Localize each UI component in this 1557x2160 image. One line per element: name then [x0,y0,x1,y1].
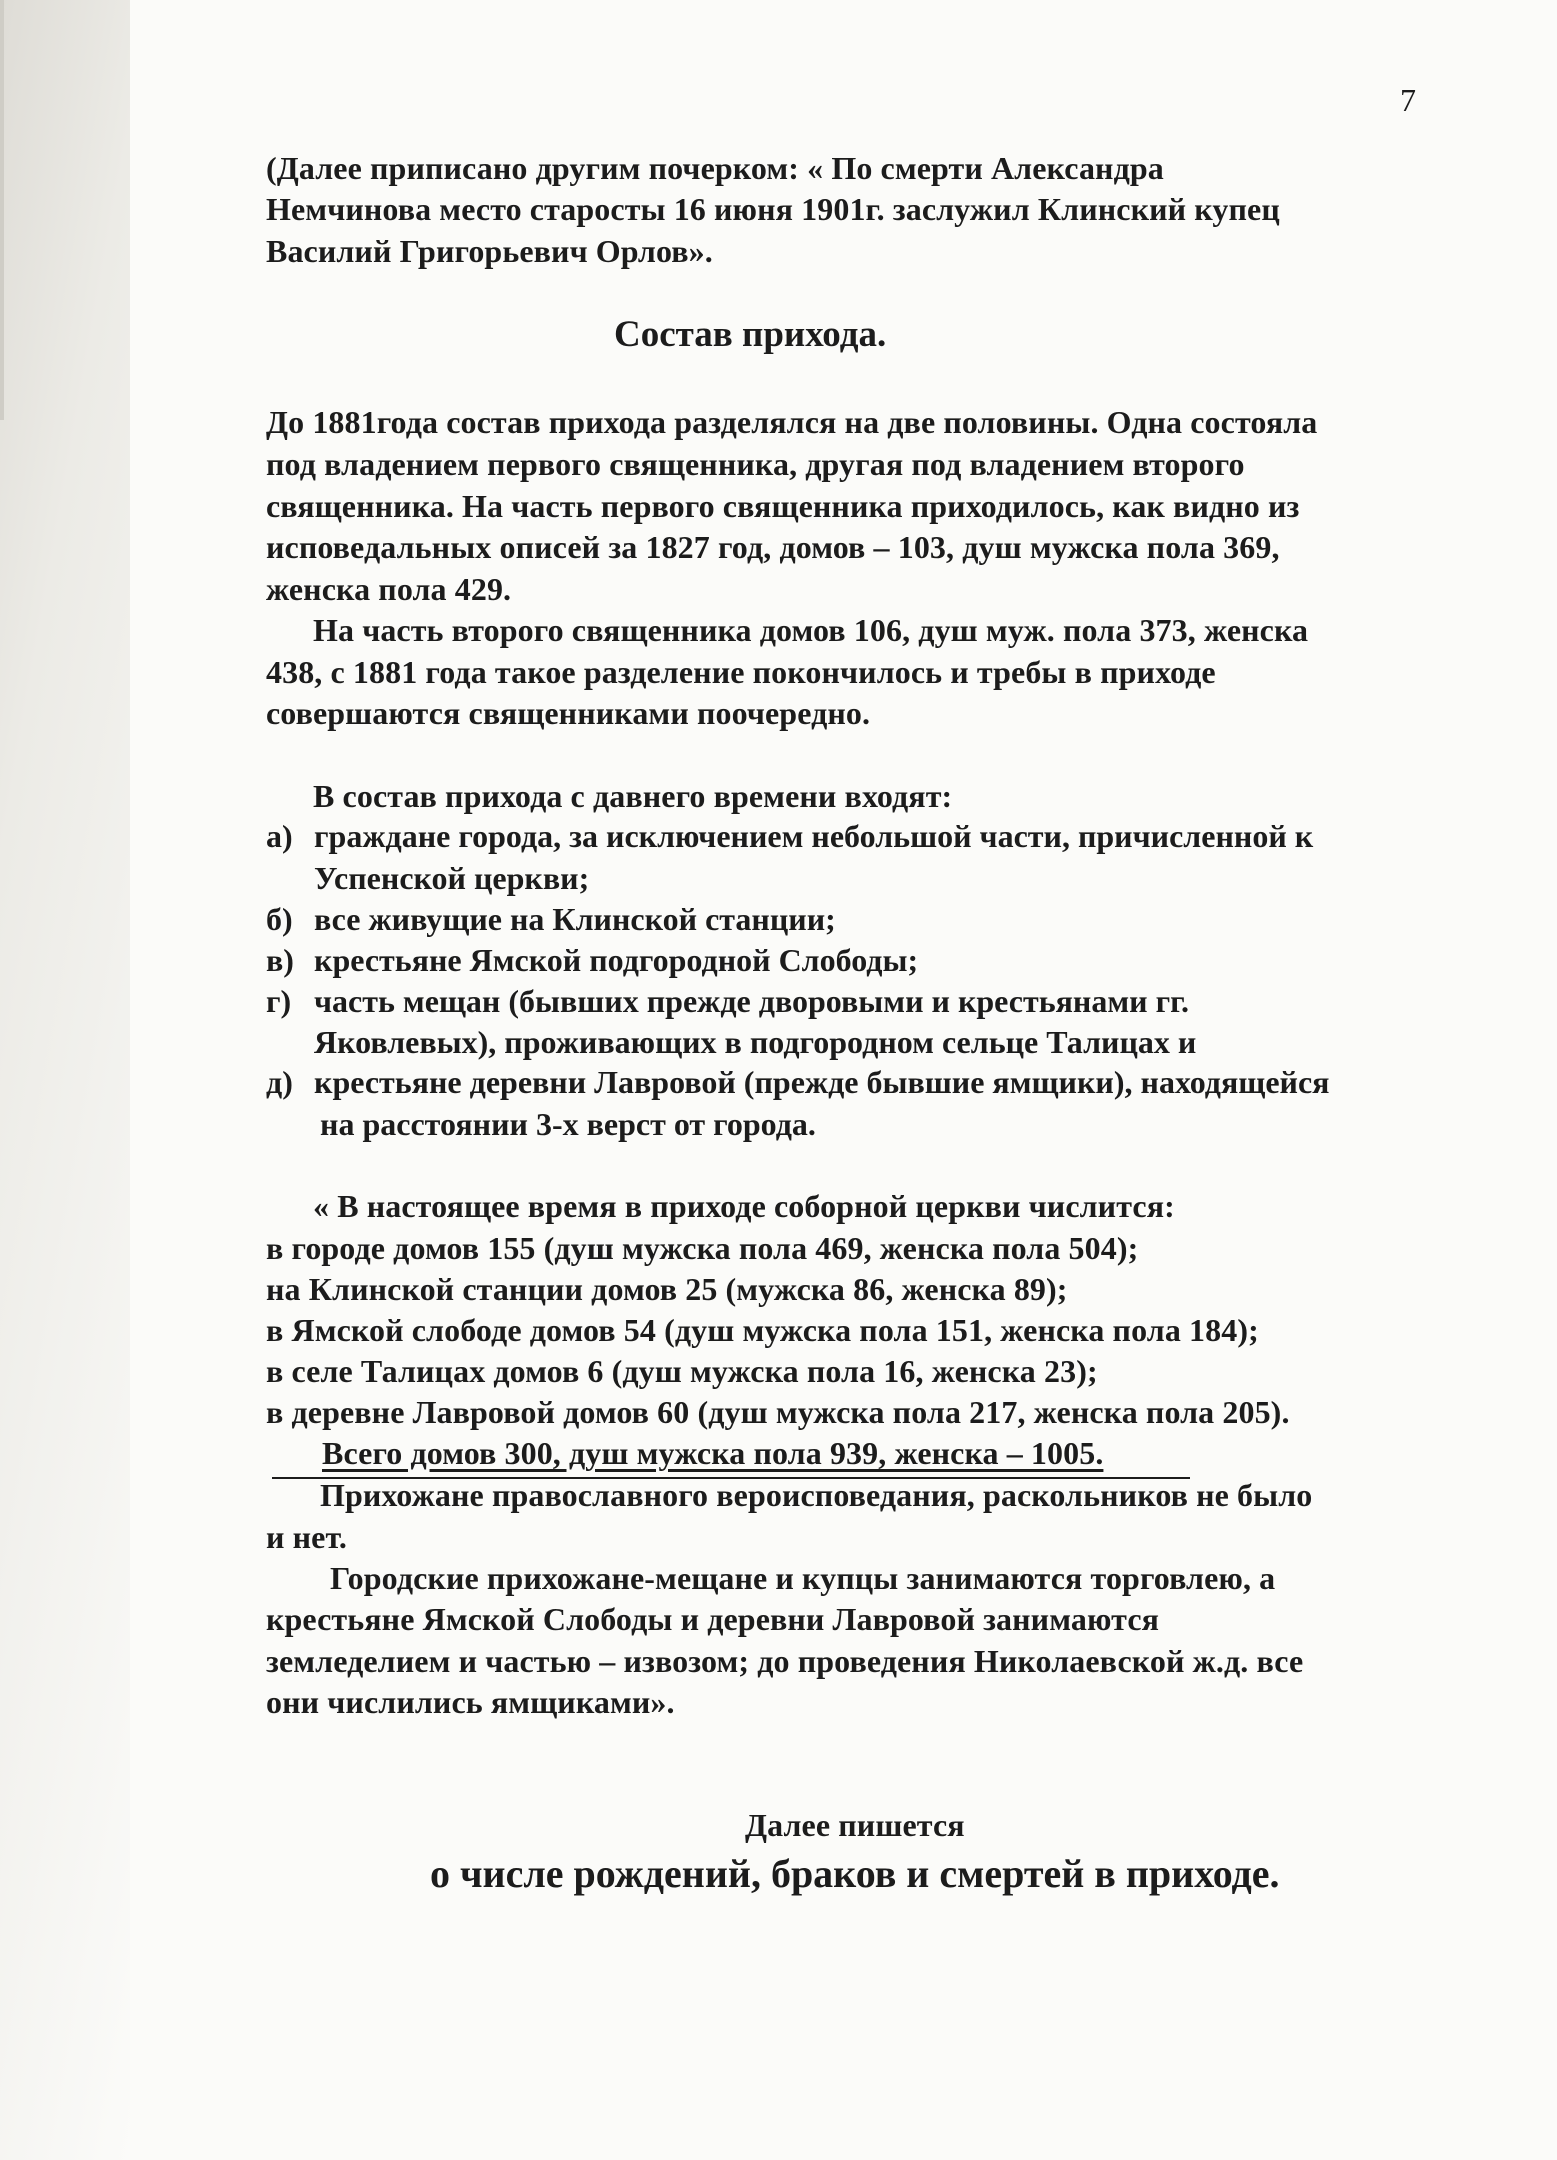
intro-line: Немчинова место старосты 16 июня 1901г. заслужил Клинский купец [266,191,1280,227]
paragraph-line: До 1881года состав прихода разделялся на две половины. Одна состояла [266,404,1318,440]
current-intro: « В настоящее время в приходе соборной церкви числится: [313,1188,1175,1224]
paragraph-line: 438, с 1881 года такое разделение покончилось и требы в приходе [266,654,1216,690]
closing-line: Далее пишется [745,1807,965,1843]
list-marker: а) [266,818,293,854]
current-line: на Клинской станции домов 25 (мужска 86, женска 89); [266,1271,1068,1307]
scan-edge-line [0,0,4,420]
intro-line: Василий Григорьевич Орлов». [266,233,713,269]
current-line: в деревне Лавровой домов 60 (душ мужска пола 217, женска пола 205). [266,1394,1290,1430]
current-line: в Ямской слободе домов 54 (душ мужска пола 151, женска пола 184); [266,1312,1259,1348]
list-item-text: часть мещан (бывших прежде дворовыми и крестьянами гг. [314,983,1190,1019]
list-item [266,820,1313,852]
list-marker: г) [266,983,292,1019]
paragraph-line: женска пола 429. [266,571,512,607]
closing-heading: о числе рождений, браков и смертей в приходе. [430,1851,1280,1896]
list-item-continuation: на расстоянии 3-х верст от города. [320,1106,816,1142]
list-item-text: крестьяне Ямской подгородной Слободы; [314,942,919,978]
list-item-continuation: Успенской церкви; [314,860,590,896]
list-marker: б) [266,901,293,937]
paragraph-line: крестьяне Ямской Слободы и деревни Лавровой занимаются [266,1601,1160,1637]
list-item [266,903,836,935]
current-total: Всего домов 300, душ мужска пола 939, женска – 1005. [322,1435,1104,1471]
page-number: 7 [1400,82,1416,118]
list-item-text: граждане города, за исключением небольшой части, причисленной к [314,818,1314,854]
paragraph-line: исповедальных описей за 1827 год, домов – 103, душ мужска пола 369, [266,529,1280,565]
paragraph-line: земледелием и частью – извозом; до проведения Николаевской ж.д. все [266,1643,1304,1679]
paragraph-line: Прихожане православного вероисповедания, раскольников не было [320,1477,1313,1513]
section-title: Состав прихода. [614,314,887,355]
list-item [266,985,1189,1017]
current-line: в селе Талицах домов 6 (душ мужска пола 16, женска 23); [266,1353,1098,1389]
list-item-text: все живущие на Клинской станции; [314,901,836,937]
paragraph-line: На часть второго священника домов 106, душ муж. пола 373, женска [313,612,1309,648]
paragraph-line: и нет. [266,1519,347,1555]
composition-intro: В состав прихода с давнего времени входят: [313,778,953,814]
list-marker: д) [266,1064,293,1100]
paragraph-line: священника. На часть первого священника приходилось, как видно из [266,488,1300,524]
list-item [266,1066,1329,1098]
paragraph-line: Городские прихожане-мещане и купцы занимаются торговлею, а [330,1560,1276,1596]
paragraph-line: под владением первого священника, другая под владением второго [266,446,1245,482]
list-marker: в) [266,942,294,978]
paragraph-line: совершаются священниками поочередно. [266,695,871,731]
list-item-continuation: Яковлевых), проживающих в подгородном сельце Талицах и [314,1024,1197,1060]
list-item-text: крестьяне деревни Лавровой (прежде бывшие ямщики), находящейся [314,1064,1330,1100]
list-item [266,944,918,976]
paragraph-line: они числились ямщиками». [266,1684,675,1720]
intro-line: (Далее приписано другим почерком: « По смерти Александра [266,150,1164,186]
scan-edge-shadow [0,0,130,2160]
current-line: в городе домов 155 (душ мужска пола 469, женска пола 504); [266,1230,1139,1266]
